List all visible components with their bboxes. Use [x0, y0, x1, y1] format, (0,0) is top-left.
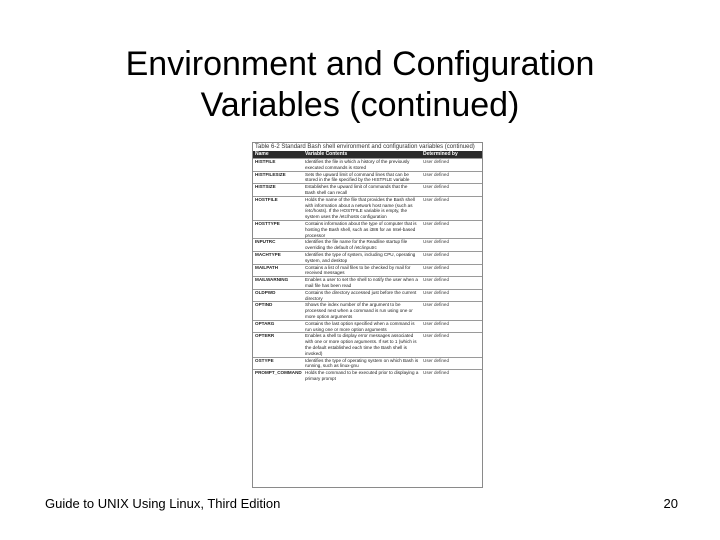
header-name: Name: [253, 151, 303, 159]
determined-by-cell: User defined: [421, 196, 482, 220]
variable-name-cell: HOSTTYPE: [253, 220, 303, 238]
determined-by-cell: User defined: [421, 370, 482, 382]
table-row: [253, 251, 482, 264]
variable-contents-cell: Contains information about the type of computer that is hosting the Bash shell, such as i386 for an Intel-based processor: [303, 220, 421, 238]
variable-contents-cell: Holds the command to be executed prior to displaying a primary prompt: [303, 370, 421, 382]
variable-contents-cell: Holds the name of the file that provides the Bash shell with information about a network host name (such as /etc/hosts). If the HOSTFILE variable is empty, the system uses the /etc/hosts configuration: [303, 196, 421, 220]
variable-name-cell: INPUTRC: [253, 239, 303, 252]
variable-contents-cell: Identifies the file in which a history of the previously executed commands is stored: [303, 159, 421, 172]
table-row: [253, 184, 482, 197]
variable-name-cell: PROMPT_COMMAND: [253, 370, 303, 382]
table-row: [253, 333, 482, 357]
variable-contents-cell: Identifies the type of system, including CPU, operating system, and desktop: [303, 251, 421, 264]
variable-contents-cell: Identifies the type of operating system on which Bash is running, such as linux-gnu: [303, 357, 421, 370]
variable-name-cell: MAILPATH: [253, 264, 303, 277]
determined-by-cell: User defined: [421, 357, 482, 370]
variable-name-cell: OLDPWD: [253, 289, 303, 302]
determined-by-cell: User defined: [421, 264, 482, 277]
variable-contents-cell: Identifies the file name for the Readline startup file overriding the default of /etc/inputrc: [303, 239, 421, 252]
variable-name-cell: OPTERR: [253, 333, 303, 357]
table-body: [253, 159, 482, 382]
table-row: [253, 159, 482, 172]
variable-name-cell: OPTARG: [253, 320, 303, 333]
slide-title-line-1: Environment and Configuration: [125, 45, 595, 83]
determined-by-cell: User defined: [421, 184, 482, 197]
variable-name-cell: HISTSIZE: [253, 184, 303, 197]
variable-contents-cell: Contains the directory accessed just before the current directory: [303, 289, 421, 302]
variable-name-cell: OPTIND: [253, 302, 303, 320]
variable-name-cell: MACHTYPE: [253, 251, 303, 264]
table-caption: Table 6-2 Standard Bash shell environment and configuration variables (continued): [255, 144, 475, 150]
variable-contents-cell: Sets the upward limit of command lines that can be stored in the file specified by the HISTFILE variable: [303, 171, 421, 184]
header-variable-contents: Variable Contents: [303, 151, 421, 159]
page-number: 20: [663, 496, 678, 511]
determined-by-cell: User defined: [421, 333, 482, 357]
table-row: [253, 220, 482, 238]
determined-by-cell: User defined: [421, 220, 482, 238]
determined-by-cell: User defined: [421, 302, 482, 320]
determined-by-cell: User defined: [421, 171, 482, 184]
table-row: [253, 320, 482, 333]
footer-book-title: Guide to UNIX Using Linux, Third Edition: [45, 496, 281, 511]
table-row: [253, 277, 482, 290]
determined-by-cell: User defined: [421, 159, 482, 172]
variable-contents-cell: Enables a user to set the shell to notify the user when a mail file has been read: [303, 277, 421, 290]
variables-table-figure: [252, 142, 483, 488]
determined-by-cell: User defined: [421, 277, 482, 290]
table-row: [253, 289, 482, 302]
variable-name-cell: HISTFILESIZE: [253, 171, 303, 184]
variable-name-cell: OSTYPE: [253, 357, 303, 370]
table-row: [253, 239, 482, 252]
determined-by-cell: User defined: [421, 251, 482, 264]
determined-by-cell: User defined: [421, 320, 482, 333]
variable-name-cell: HISTFILE: [253, 159, 303, 172]
variables-table: [253, 151, 482, 382]
table-row: [253, 370, 482, 382]
table-row: [253, 302, 482, 320]
variable-contents-cell: Contains the last option specified when a command is run using one or more option arguments: [303, 320, 421, 333]
header-determined-by: Determined by: [421, 151, 482, 159]
table-row: [253, 171, 482, 184]
variable-name-cell: HOSTFILE: [253, 196, 303, 220]
determined-by-cell: User defined: [421, 239, 482, 252]
table-row: [253, 196, 482, 220]
variable-contents-cell: Enables a shell to display error messages associated with one or more option arguments. If set to 1 (which is the default established each time the Bash shell is invoked): [303, 333, 421, 357]
variable-name-cell: MAILWARNING: [253, 277, 303, 290]
table-header-row: [253, 151, 482, 159]
slide-title: [60, 44, 660, 126]
table-row: [253, 264, 482, 277]
determined-by-cell: User defined: [421, 289, 482, 302]
variable-contents-cell: Shows the index number of the argument to be processed next when a command is run using one or more option arguments: [303, 302, 421, 320]
slide-title-line-2: Variables (continued): [200, 86, 520, 124]
variable-contents-cell: Contains a list of mail files to be checked by mail for received messages: [303, 264, 421, 277]
table-row: [253, 357, 482, 370]
variable-contents-cell: Establishes the upward limit of commands that the Bash shell can recall: [303, 184, 421, 197]
